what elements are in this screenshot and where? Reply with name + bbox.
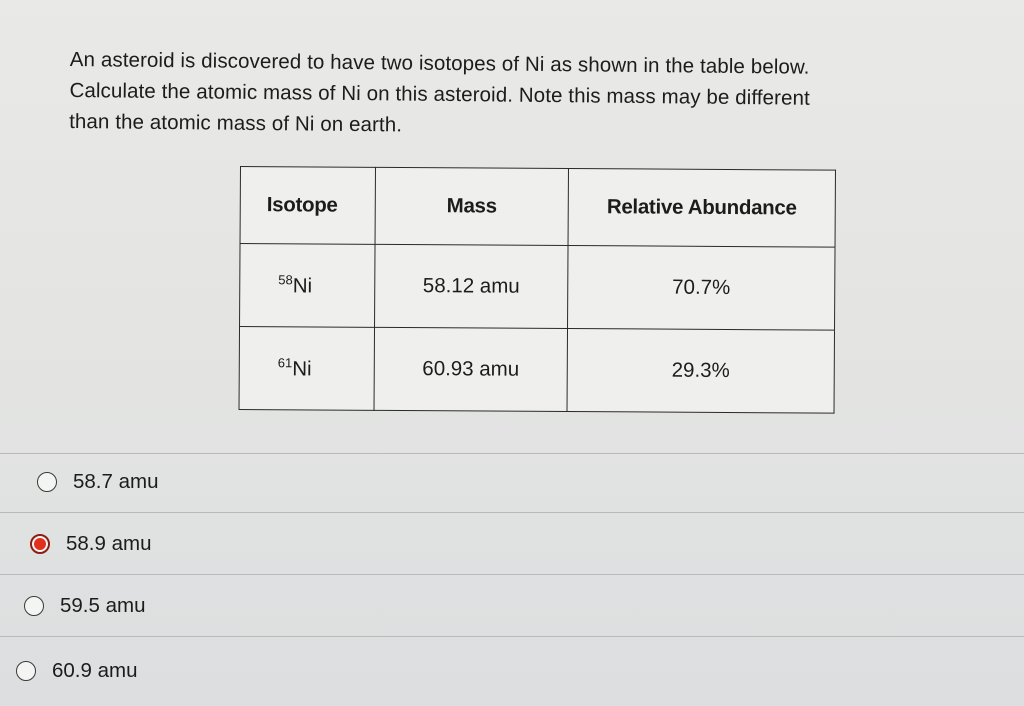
answer-option-3[interactable] [24, 594, 145, 618]
answer-label: 60.9 amu [52, 659, 138, 682]
answer-option-4[interactable] [16, 659, 137, 683]
answer-label: 58.7 amu [73, 470, 159, 493]
radio-button[interactable] [37, 472, 57, 492]
element-symbol: Ni [292, 357, 312, 381]
divider [0, 453, 1024, 454]
header-relative-abundance: Relative Abundance [568, 169, 835, 248]
divider [0, 636, 1024, 637]
answer-option-1[interactable] [37, 470, 158, 494]
mass-number: 58 [278, 272, 293, 288]
answer-label: 59.5 amu [60, 594, 146, 617]
table-row [239, 327, 834, 414]
element-symbol: Ni [292, 274, 313, 298]
table-header-row [240, 167, 835, 248]
abundance-cell: 70.7% [568, 246, 836, 331]
answer-label: 58.9 amu [66, 532, 152, 555]
abundance-cell: 29.3% [567, 329, 835, 414]
isotope-cell [240, 244, 376, 328]
table-row [240, 244, 835, 331]
isotope-table [239, 166, 836, 414]
header-mass: Mass [375, 167, 568, 245]
question-text [69, 44, 1000, 147]
question-line-3: than the atomic mass of Ni on earth. [69, 109, 403, 137]
question-line-2: Calculate the atomic mass of Ni on this asteroid. Note this mass may be different [69, 78, 810, 110]
mass-cell: 60.93 amu [374, 327, 568, 411]
mass-cell: 58.12 amu [375, 244, 569, 328]
divider [0, 574, 1024, 575]
mass-number: 61 [277, 355, 293, 371]
question-line-1: An asteroid is discovered to have two isotopes of Ni as shown in the table below. [69, 47, 810, 79]
radio-button-selected[interactable] [30, 534, 50, 554]
answer-option-2[interactable] [30, 532, 151, 556]
header-isotope: Isotope [240, 167, 375, 245]
isotope-cell [239, 327, 375, 411]
radio-button[interactable] [24, 596, 44, 616]
radio-button[interactable] [16, 661, 36, 681]
divider [0, 512, 1024, 513]
